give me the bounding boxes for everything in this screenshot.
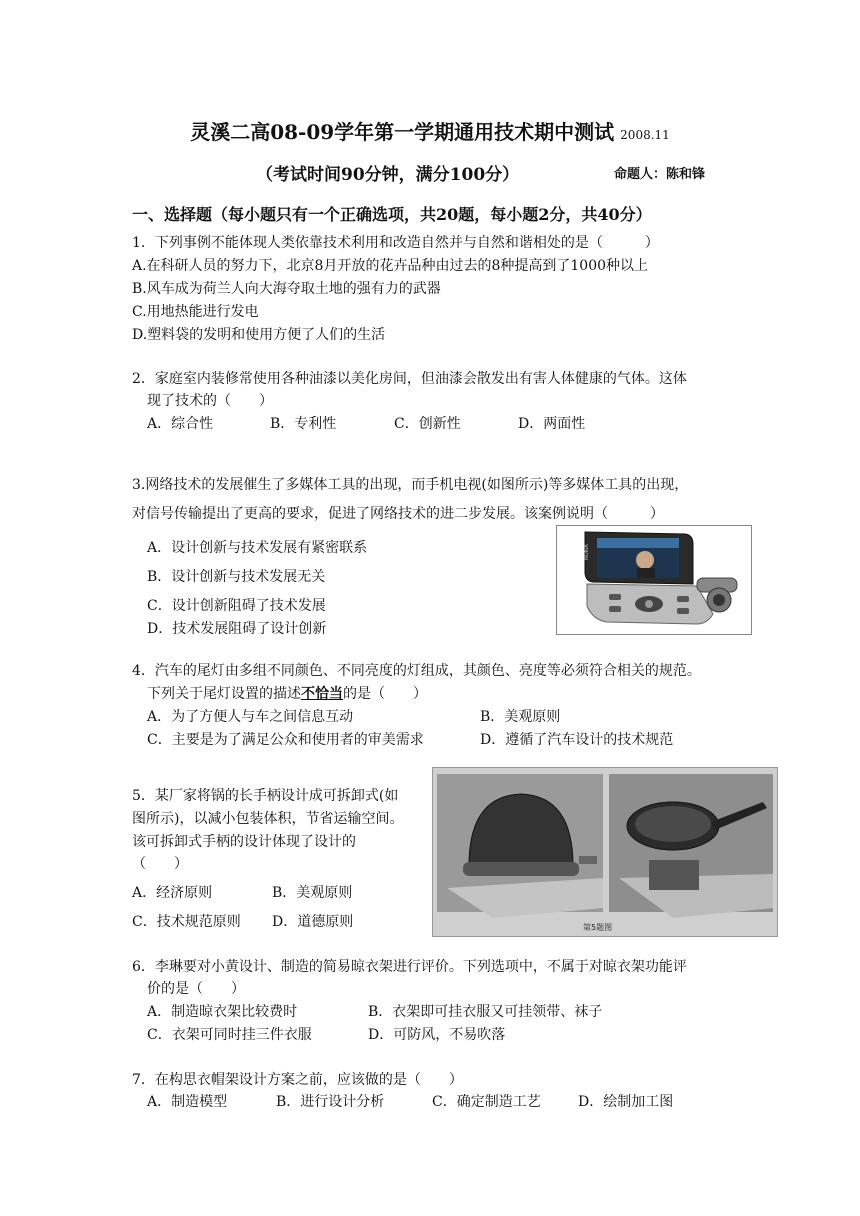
q5-option-c: C．技术规范原则 bbox=[132, 914, 241, 930]
q2-stem-line2: 现了技术的（ ） bbox=[147, 393, 273, 409]
q5-stem-line4: （ ） bbox=[132, 856, 188, 872]
q1-stem: 1．下列事例不能体现人类依靠技术利用和改造自然并与自然和谐相处的是（ ） bbox=[132, 235, 659, 251]
q6-option-c: C．衣架可同时挂三件衣服 bbox=[147, 1027, 312, 1043]
exam-date: 2008.11 bbox=[620, 128, 670, 142]
q6-option-d: D．可防风，不易吹落 bbox=[368, 1027, 506, 1043]
q2-option-b: B．专利性 bbox=[270, 416, 337, 432]
q3-option-b: B．设计创新与技术发展无关 bbox=[147, 569, 326, 585]
q7-stem: 7．在构思衣帽架设计方案之前，应该做的是（ ） bbox=[132, 1072, 463, 1088]
q7-option-d: D．绘制加工图 bbox=[578, 1094, 674, 1110]
q5-stem-line2: 图所示)，以减小包装体积，节省运输空间。 bbox=[132, 811, 404, 827]
q1-option-b: B.风车成为荷兰人向大海夺取土地的强有力的武器 bbox=[132, 281, 441, 297]
q5-option-b: B．美观原则 bbox=[272, 885, 353, 901]
q1-option-a: A.在科研人员的努力下，北京8月开放的花卉品种由过去的8种提高到了1000种以上 bbox=[132, 258, 649, 274]
q4-stem-part1: 下列关于尾灯设置的描述 bbox=[147, 686, 301, 702]
q4-stem-line2 bbox=[147, 683, 427, 703]
q2-option-a: A．综合性 bbox=[147, 416, 214, 432]
q3-option-c: C．设计创新阻碍了技术发展 bbox=[147, 598, 326, 614]
q2-stem-line1: 2．家庭室内装修常使用各种油漆以美化房间，但油漆会散发出有害人体健康的气体。这体 bbox=[132, 371, 687, 387]
phone-image bbox=[556, 525, 752, 635]
phone-brand: NOKIA bbox=[584, 544, 590, 560]
q5-stem-line1: 5．某厂家将锅的长手柄设计成可拆卸式(如 bbox=[132, 788, 399, 804]
q2-option-c: C．创新性 bbox=[394, 416, 461, 432]
q6-stem-line1: 6．李琳要对小黄设计、制造的简易晾衣架进行评价。下列选项中，不属于对晾衣架功能评 bbox=[132, 959, 687, 975]
q5-stem-line3: 该可拆卸式手柄的设计体现了设计的 bbox=[132, 834, 356, 850]
pot-photos bbox=[433, 768, 777, 936]
q6-stem-line2: 价的是（ ） bbox=[147, 981, 245, 997]
q6-option-b: B．衣架即可挂衣服又可挂领带、袜子 bbox=[368, 1004, 603, 1020]
page-title bbox=[0, 116, 860, 145]
q5-option-a: A．经济原则 bbox=[132, 885, 213, 901]
title-text: 灵溪二高08-09学年第一学期通用技术期中测试 bbox=[190, 120, 615, 144]
q3-option-a: A．设计创新与技术发展有紧密联系 bbox=[147, 540, 368, 556]
q7-option-c: C．确定制造工艺 bbox=[432, 1094, 541, 1110]
q4-option-d: D．遵循了汽车设计的技术规范 bbox=[480, 732, 674, 748]
q4-option-a: A．为了方便人与车之间信息互动 bbox=[147, 709, 354, 725]
q5-option-d: D．道德原则 bbox=[272, 914, 354, 930]
q3-stem-line1: 3.网络技术的发展催生了多媒体工具的出现，而手机电视(如图所示)等多媒体工具的出现， bbox=[132, 477, 689, 493]
exam-info: （考试时间90分钟，满分100分） bbox=[256, 165, 520, 185]
q7-option-b: B．进行设计分析 bbox=[276, 1094, 385, 1110]
q2-option-d: D．两面性 bbox=[518, 416, 586, 432]
q4-stem-line1: 4．汽车的尾灯由多组不同颜色、不同亮度的灯组成，其颜色、亮度等必须符合相关的规范。 bbox=[132, 663, 701, 679]
question-setter: 命题人：陈和锋 bbox=[614, 167, 706, 182]
q1-option-d: D.塑料袋的发明和使用方便了人们的生活 bbox=[132, 327, 386, 343]
q5-figure-caption: 第5题图 bbox=[583, 923, 613, 932]
q3-option-d: D．技术发展阻碍了设计创新 bbox=[147, 621, 327, 637]
q7-option-a: A．制造模型 bbox=[147, 1094, 228, 1110]
q6-option-a: A．制造晾衣架比较费时 bbox=[147, 1004, 298, 1020]
section-heading: 一、选择题（每小题只有一个正确选项，共20题，每小题2分，共40分） bbox=[132, 205, 652, 224]
q4-stem-part2: 的是（ ） bbox=[343, 686, 427, 702]
q4-emphasis: 不恰当 bbox=[301, 686, 343, 702]
q4-option-b: B．美观原则 bbox=[480, 709, 561, 725]
phone-tv-illustration bbox=[557, 526, 751, 634]
q3-stem-line2: 对信号传输提出了更高的要求，促进了网络技术的进二步发展。该案例说明（ ） bbox=[132, 506, 664, 522]
q5-figure bbox=[432, 767, 778, 937]
q1-option-c: C.用地热能进行发电 bbox=[132, 304, 259, 320]
q4-option-c: C．主要是为了满足公众和使用者的审美需求 bbox=[147, 732, 424, 748]
